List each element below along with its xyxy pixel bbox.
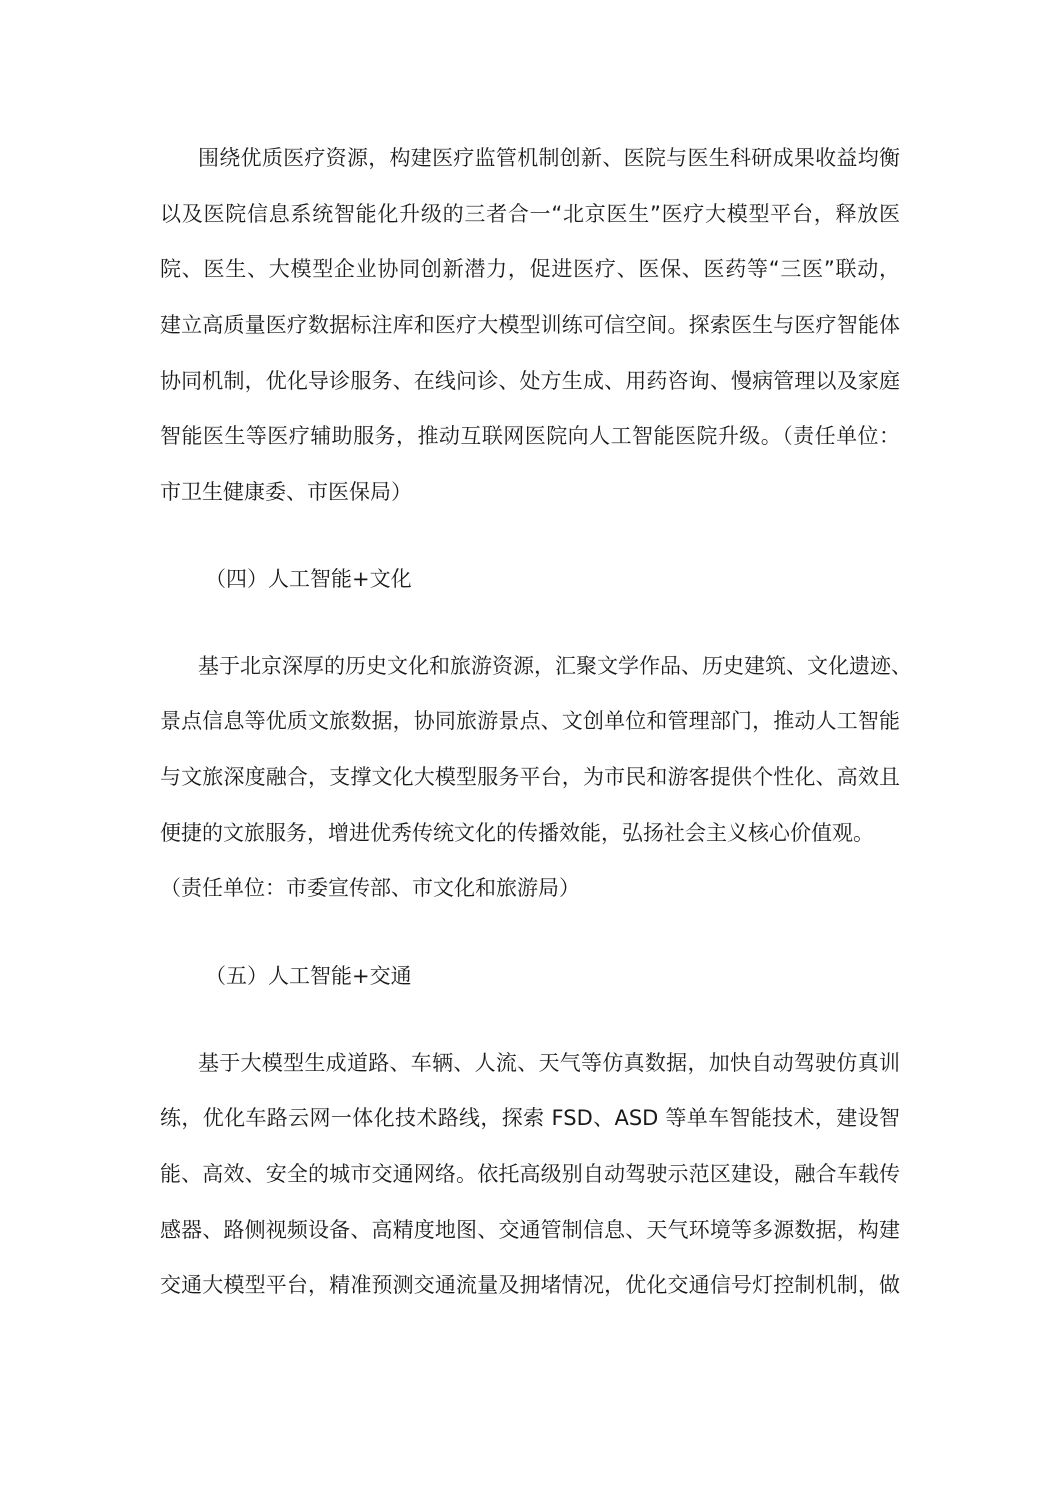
paragraph-line: 基于大模型生成道路、车辆、人流、天气等仿真数据，加快自动驾驶仿真训 [198, 1051, 900, 1075]
paragraph-line: 围绕优质医疗资源，构建医疗监管机制创新、医院与医生科研成果收益均衡 [198, 146, 900, 170]
paragraph-line: 练，优化车路云网一体化技术路线，探索 FSD、ASD 等单车智能技术，建设智 [160, 1106, 900, 1130]
paragraph-line: 景点信息等优质文旅数据，协同旅游景点、文创单位和管理部门，推动人工智能 [160, 709, 900, 733]
paragraph-line: 建立高质量医疗数据标注库和医疗大模型训练可信空间。探索医生与医疗智能体 [160, 313, 900, 337]
paragraph-line: 智能医生等医疗辅助服务，推动互联网医院向人工智能医院升级。（责任单位： [160, 424, 900, 448]
paragraph-line: （责任单位：市委宣传部、市文化和旅游局） [160, 876, 580, 900]
paragraph-line: 与文旅深度融合，支撑文化大模型服务平台，为市民和游客提供个性化、高效且 [160, 765, 900, 789]
paragraph-line: 市卫生健康委、市医保局） [160, 480, 412, 504]
paragraph-line: 院、医生、大模型企业协同创新潜力，促进医疗、医保、医药等“三医”联动， [160, 257, 900, 281]
paragraph-line: 便捷的文旅服务，增进优秀传统文化的传播效能，弘扬社会主义核心价值观。 [160, 821, 874, 845]
section-heading: （五）人工智能+交通 [205, 964, 412, 988]
paragraph-line: 能、高效、安全的城市交通网络。依托高级别自动驾驶示范区建设，融合车载传 [160, 1162, 900, 1186]
paragraph-line: 协同机制，优化导诊服务、在线问诊、处方生成、用药咨询、慢病管理以及家庭 [160, 369, 900, 393]
section-heading: （四）人工智能+文化 [205, 567, 412, 591]
paragraph-line: 基于北京深厚的历史文化和旅游资源，汇聚文学作品、历史建筑、文化遗迹、 [198, 654, 912, 678]
paragraph-line: 以及医院信息系统智能化升级的三者合一“北京医生”医疗大模型平台，释放医 [160, 202, 900, 226]
paragraph-line: 交通大模型平台，精准预测交通流量及拥堵情况，优化交通信号灯控制机制，做 [160, 1273, 900, 1297]
paragraph-line: 感器、路侧视频设备、高精度地图、交通管制信息、天气环境等多源数据，构建 [160, 1218, 900, 1242]
